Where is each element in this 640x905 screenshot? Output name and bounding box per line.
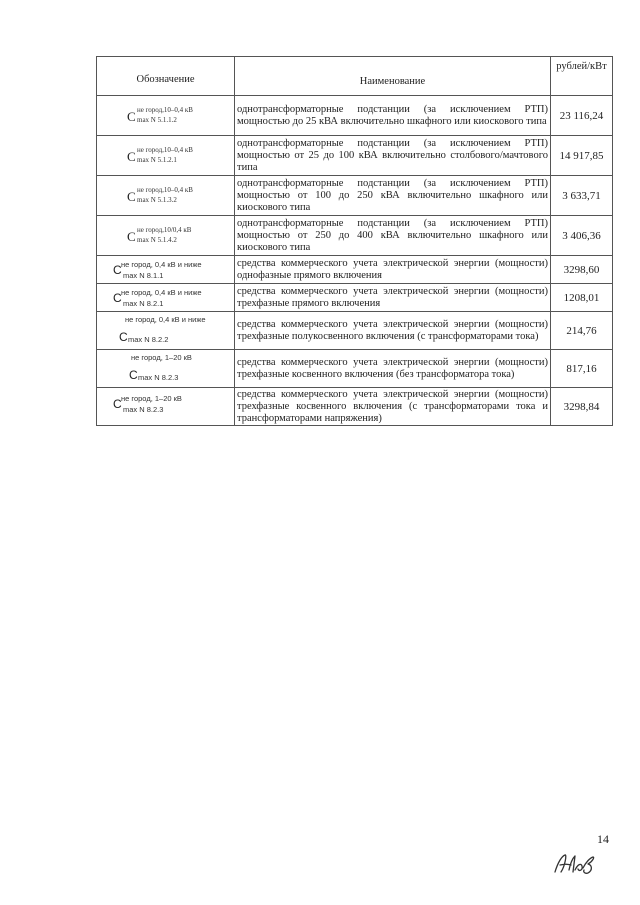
value-cell: 3 633,71 <box>551 176 613 216</box>
value-cell: 214,76 <box>551 312 613 350</box>
page-number: 14 <box>597 832 609 846</box>
table-row <box>97 350 613 388</box>
code-symbol: C <box>127 229 136 244</box>
table-row <box>97 176 613 216</box>
code-superscript: не город, 0,4 кВ и ниже <box>121 288 202 297</box>
name-cell: средства коммерческого учета электрической энергии (мощности) трехфазные полукосвенного включения (с трансформаторами тока) <box>235 312 551 350</box>
code-subscript: max N 5.1.1.2 <box>137 116 177 124</box>
header-unit: рублей/кВт <box>551 57 613 96</box>
table-row <box>97 312 613 350</box>
code-superscript: не город,10–0,4 кВ <box>137 186 193 194</box>
table-header-row <box>97 57 613 96</box>
header-code: Обозначение <box>97 57 235 96</box>
code-cell <box>97 284 235 312</box>
code-cell <box>97 136 235 176</box>
table-row <box>97 256 613 284</box>
code-subscript: max N 8.2.1 <box>123 299 164 308</box>
code-cell <box>97 256 235 284</box>
code-cell <box>97 176 235 216</box>
code-cell <box>97 96 235 136</box>
name-cell: однотрансформаторные подстанции (за исключением РТП) мощностью от 25 до 100 кВА включительно столбового/мачтового типа <box>235 136 551 176</box>
code-superscript: не город, 1–20 кВ <box>131 353 192 362</box>
code-symbol: C <box>127 149 136 164</box>
code-symbol: C <box>127 109 136 124</box>
code-symbol: C <box>113 291 122 305</box>
code-subscript: max N 8.1.1 <box>123 271 164 280</box>
code-subscript: max N 5.1.2.1 <box>137 156 177 164</box>
name-cell: однотрансформаторные подстанции (за исключением РТП) мощностью от 100 до 250 кВА включительно шкафного или киоскового типа <box>235 176 551 216</box>
handwritten-signature <box>552 848 598 878</box>
name-cell: средства коммерческого учета электрической энергии (мощности) трехфазные косвенного включения (с трансформаторами тока и трансформаторами напряжения) <box>235 388 551 426</box>
name-cell: средства коммерческого учета электрической энергии (мощности) однофазные прямого включения <box>235 256 551 284</box>
code-subscript: max N 8.2.3 <box>123 405 164 414</box>
name-cell: однотрансформаторные подстанции (за исключением РТП) мощностью до 25 кВА включительно шкафного или киоскового типа <box>235 96 551 136</box>
table-row <box>97 216 613 256</box>
code-superscript: не город, 0,4 кВ и ниже <box>121 260 202 269</box>
name-cell: средства коммерческого учета электрической энергии (мощности) трехфазные косвенного включения (без трансформатора тока) <box>235 350 551 388</box>
value-cell: 3298,60 <box>551 256 613 284</box>
code-superscript: не город, 0,4 кВ и ниже <box>125 315 206 324</box>
code-subscript: max N 8.2.3 <box>138 373 179 382</box>
value-cell: 3298,84 <box>551 388 613 426</box>
code-cell <box>97 388 235 426</box>
code-cell <box>97 350 235 388</box>
value-cell: 14 917,85 <box>551 136 613 176</box>
code-superscript: не город,10–0,4 кВ <box>137 106 193 114</box>
code-cell <box>97 312 235 350</box>
code-superscript: не город, 1–20 кВ <box>121 394 182 403</box>
name-cell: средства коммерческого учета электрической энергии (мощности) трехфазные прямого включения <box>235 284 551 312</box>
code-symbol: C <box>129 368 138 382</box>
value-cell: 3 406,36 <box>551 216 613 256</box>
value-cell: 23 116,24 <box>551 96 613 136</box>
code-symbol: C <box>113 397 122 411</box>
tariff-table <box>96 56 613 426</box>
code-cell <box>97 216 235 256</box>
code-superscript: не город,10/0,4 кВ <box>137 226 192 234</box>
code-subscript: max N 5.1.4.2 <box>137 236 177 244</box>
table-row <box>97 284 613 312</box>
table-row <box>97 388 613 426</box>
table-row <box>97 136 613 176</box>
header-name: Наименование <box>235 57 551 96</box>
code-subscript: max N 5.1.3.2 <box>137 196 177 204</box>
code-symbol: C <box>127 189 136 204</box>
code-symbol: C <box>119 330 128 344</box>
code-symbol: C <box>113 263 122 277</box>
code-superscript: не город,10–0,4 кВ <box>137 146 193 154</box>
value-cell: 817,16 <box>551 350 613 388</box>
code-subscript: max N 8.2.2 <box>128 335 169 344</box>
table-row <box>97 96 613 136</box>
value-cell: 1208,01 <box>551 284 613 312</box>
name-cell: однотрансформаторные подстанции (за исключением РТП) мощностью от 250 до 400 кВА включительно шкафного или киоскового типа <box>235 216 551 256</box>
